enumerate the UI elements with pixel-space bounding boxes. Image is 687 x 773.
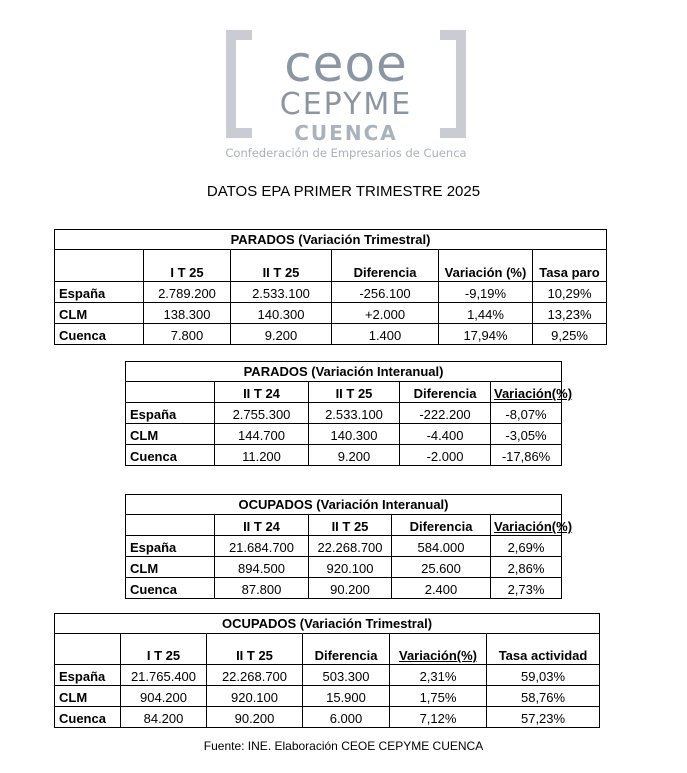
logo-bracket-left [226, 30, 236, 138]
table-cell: 584.000 [392, 536, 491, 557]
ocupados-trimestral-table [54, 613, 600, 728]
header-cell: II T 24 [215, 382, 309, 403]
table-cell: 58,76% [487, 686, 600, 707]
ocupados-interanual-table [125, 494, 573, 599]
table-cell: 2.533.100 [231, 282, 332, 303]
table-cell: 84.200 [121, 707, 207, 728]
table-cell: -3,05% [491, 424, 562, 445]
table-cell: 9.200 [309, 445, 400, 466]
table-cell: 920.100 [207, 686, 303, 707]
table-row [126, 445, 562, 466]
table-row [126, 403, 562, 424]
table-cell: 920.100 [309, 557, 392, 578]
row-label: España [55, 665, 121, 686]
table-cell: -256.100 [332, 282, 439, 303]
table-row [126, 557, 562, 578]
row-label: España [55, 282, 144, 303]
header-cell: II T 25 [309, 382, 400, 403]
table-row [55, 686, 600, 707]
table-row [55, 324, 607, 345]
table-row [126, 424, 562, 445]
header-cell: II T 25 [207, 634, 303, 665]
header-cell [55, 250, 144, 282]
source-note: Fuente: INE. Elaboración CEOE CEPYME CUENCA [203, 739, 484, 753]
table-cell: 22.268.700 [309, 536, 392, 557]
table-row [55, 303, 607, 324]
header-cell: Tasa paro [533, 250, 607, 282]
header-cell: Variación(%) [390, 634, 487, 665]
table-cell: 2,31% [390, 665, 487, 686]
logo-tagline: Confederación de Empresarios de Cuenca [225, 146, 467, 160]
table-cell: +2.000 [332, 303, 439, 324]
row-label: CLM [126, 424, 215, 445]
table-cell: 894.500 [215, 557, 309, 578]
table-cell: 140.300 [231, 303, 332, 324]
header-cell: Variación(%) [491, 382, 562, 403]
table-header-row [126, 382, 562, 403]
parados-interanual-table [125, 361, 573, 466]
table-cell: 6.000 [303, 707, 390, 728]
table-header-row [55, 250, 607, 282]
header-cell [126, 515, 215, 536]
header-cell [55, 634, 121, 665]
table-cell: 138.300 [144, 303, 231, 324]
table-cell: 2.789.200 [144, 282, 231, 303]
table-cell: 2,86% [491, 557, 562, 578]
table-cell: -8,07% [491, 403, 562, 424]
table-cell: 25.600 [392, 557, 491, 578]
row-label: CLM [126, 557, 215, 578]
header-cell: I T 25 [121, 634, 207, 665]
table-row [55, 665, 600, 686]
header-cell: II T 25 [231, 250, 332, 282]
table-cell: 90.200 [207, 707, 303, 728]
header-cell: Variación (%) [439, 250, 533, 282]
row-label: Cuenca [126, 445, 215, 466]
row-label: Cuenca [126, 578, 215, 599]
table-cell: 57,23% [487, 707, 600, 728]
table-cell: 1,75% [390, 686, 487, 707]
table-cell: 2.533.100 [309, 403, 400, 424]
row-label: Cuenca [55, 324, 144, 345]
table-cell: 904.200 [121, 686, 207, 707]
table-cell: -2.000 [400, 445, 491, 466]
header-cell: Diferencia [303, 634, 390, 665]
table-cell: 7.800 [144, 324, 231, 345]
header-cell [126, 382, 215, 403]
header-cell: II T 24 [215, 515, 309, 536]
table-row [126, 578, 562, 599]
table-cell: 21.765.400 [121, 665, 207, 686]
table-row [55, 282, 607, 303]
table-cell: 1.400 [332, 324, 439, 345]
table-cell: 140.300 [309, 424, 400, 445]
table-caption: OCUPADOS (Variación Trimestral) [55, 614, 600, 634]
header-cell: II T 25 [309, 515, 392, 536]
row-label: España [126, 403, 215, 424]
logo-bracket-right [456, 30, 466, 138]
table-cell: -17,86% [491, 445, 562, 466]
table-row [126, 536, 562, 557]
table-cell: 503.300 [303, 665, 390, 686]
table-cell: 9.200 [231, 324, 332, 345]
table-cell: 2,69% [491, 536, 562, 557]
row-label: España [126, 536, 215, 557]
table-cell: 22.268.700 [207, 665, 303, 686]
table-caption: PARADOS (Variación Trimestral) [55, 230, 607, 250]
table-cell: 15.900 [303, 686, 390, 707]
table-cell: 17,94% [439, 324, 533, 345]
table-header-row [55, 634, 600, 665]
table-cell: 144.700 [215, 424, 309, 445]
table-cell: 10,29% [533, 282, 607, 303]
table-header-row [126, 515, 562, 536]
header-cell: Diferencia [332, 250, 439, 282]
table-cell: -222.200 [400, 403, 491, 424]
row-label: CLM [55, 686, 121, 707]
parados-trimestral-table [54, 229, 607, 345]
row-label: CLM [55, 303, 144, 324]
header-cell: Diferencia [400, 382, 491, 403]
table-cell: 9,25% [533, 324, 607, 345]
table-cell: 21.684.700 [215, 536, 309, 557]
table-cell: 7,12% [390, 707, 487, 728]
table-cell: 2.400 [392, 578, 491, 599]
table-cell: 90.200 [309, 578, 392, 599]
logo-cepyme-text: CEPYME [279, 87, 413, 122]
table-cell: 11.200 [215, 445, 309, 466]
table-row [55, 707, 600, 728]
table-cell: 59,03% [487, 665, 600, 686]
ceoe-cepyme-logo [226, 30, 470, 165]
document-title: DATOS EPA PRIMER TRIMESTRE 2025 [206, 183, 481, 200]
table-cell: 2,73% [491, 578, 562, 599]
table-cell: -9,19% [439, 282, 533, 303]
logo-ceoe-text: ceoe [284, 35, 408, 93]
header-cell: Diferencia [392, 515, 491, 536]
table-cell: -4.400 [400, 424, 491, 445]
row-label: Cuenca [55, 707, 121, 728]
table-cell: 13,23% [533, 303, 607, 324]
header-cell: Variación(%) [491, 515, 562, 536]
table-caption: PARADOS (Variación Interanual) [126, 362, 562, 382]
table-cell: 1,44% [439, 303, 533, 324]
logo-cuenca-text: CUENCA [294, 121, 398, 145]
table-cell: 87.800 [215, 578, 309, 599]
table-caption: OCUPADOS (Variación Interanual) [126, 495, 562, 515]
header-cell: Tasa actividad [487, 634, 600, 665]
table-cell: 2.755.300 [215, 403, 309, 424]
header-cell: I T 25 [144, 250, 231, 282]
